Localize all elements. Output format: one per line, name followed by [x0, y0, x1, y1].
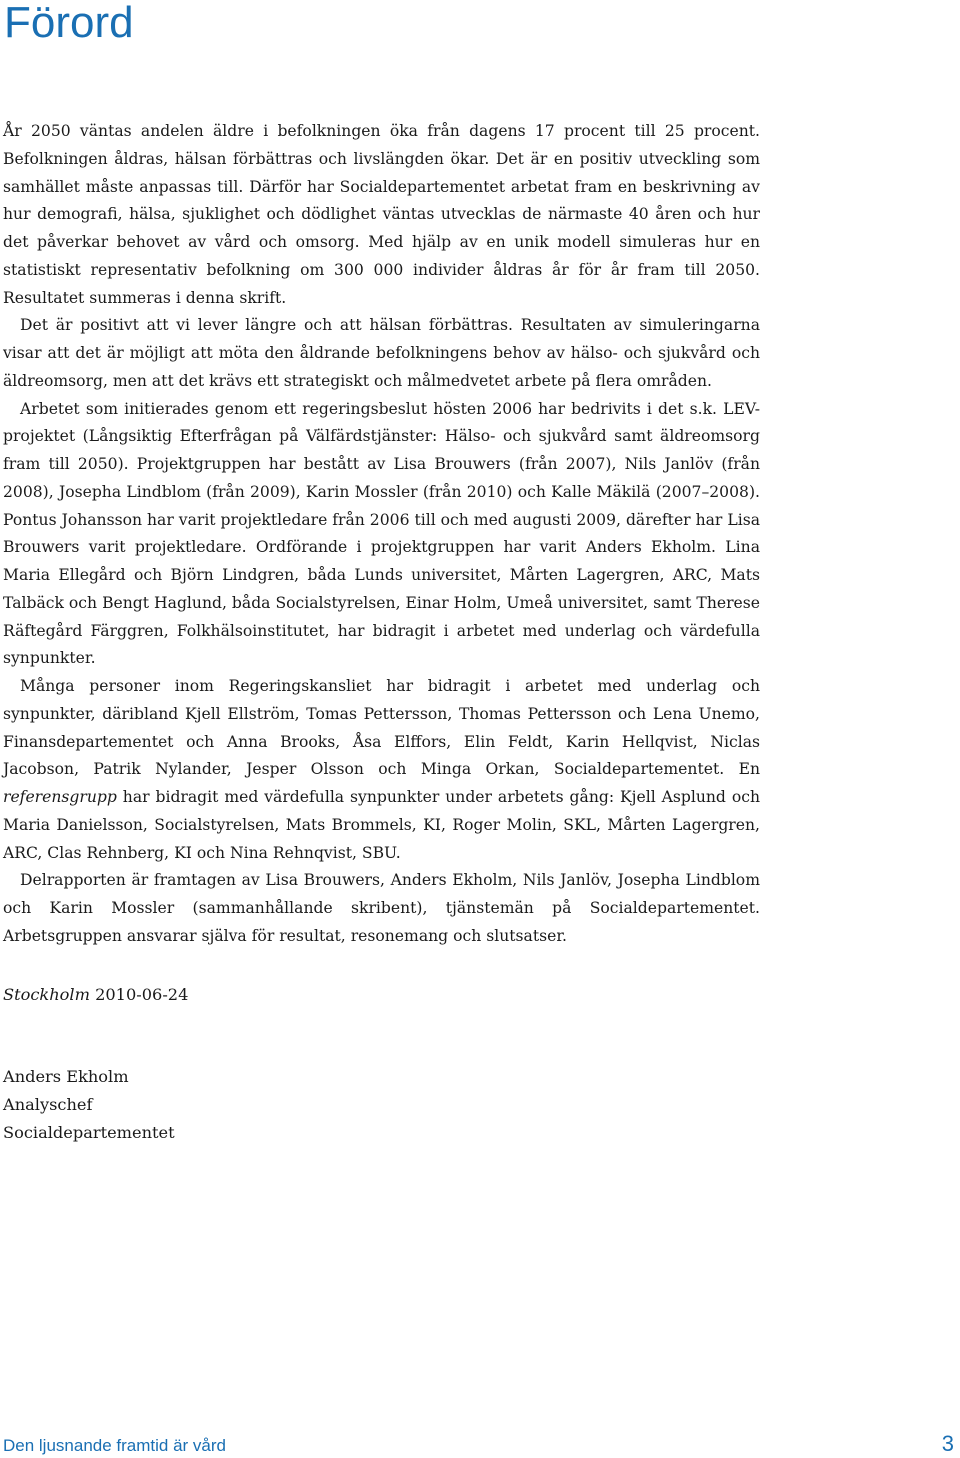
signature-role: Analyschef — [3, 1094, 93, 1114]
paragraph-text: Arbetet som initierades genom ett regeringsbeslut hösten 2006 har bedrivits i det s.k. LEV-projektet (Långsiktig Efterfrågan på Välfärdstjänster: Hälso- och sjukvård samt äldreomsorg fram till 2050). Projektgruppen har bestått av Lisa Brouwers (från 2007), Nils Janlöv (från 2008), Josepha Lindblom (från 2009), Karin Mossler (från 2010) och Kalle Mäkilä (2007–2008). Pontus Johansson har varit projektledare från 2006 till och med augusti 2009, därefter har Lisa Brouwers varit projektledare. Ordförande i projektgruppen har varit Anders Ekholm. Lina Maria Ellegård och Björn Lindgren, båda Lunds universitet, Mårten Lagergren, ARC, Mats Talbäck och Bengt Haglund, båda Socialstyrelsen, Einar Holm, Umeå universitet, samt Therese Räftegård Färggren, Folkhälsoinstitutet, har bidragit i arbetet med underlag och värdefulla synpunkter. — [3, 399, 760, 668]
body-text — [3, 118, 760, 951]
signature-department: Socialdepartementet — [3, 1122, 175, 1142]
signature-block — [3, 1063, 175, 1146]
paragraph-authors — [3, 867, 760, 950]
signature-name: Anders Ekholm — [3, 1067, 129, 1086]
paragraph-text: Delrapporten är framtagen av Lisa Brouwers, Anders Ekholm, Nils Janlöv, Josepha Lindblom och Karin Mossler (sammanhållande skribent), tjänstemän på Socialdepartementet. Arbetsgruppen ansvarar själva för resultat, resonemang och slutsatser. — [3, 871, 760, 945]
signature-place-date — [3, 981, 188, 1009]
page-number: 3 — [941, 1431, 954, 1456]
footer-title: Den ljusnande framtid är vård — [3, 1436, 227, 1455]
paragraph-positive — [3, 312, 760, 395]
paragraph-intro — [3, 118, 760, 312]
page-title: Förord — [4, 0, 134, 47]
emphasized-term: referensgrupp — [3, 788, 117, 806]
paragraph-text: Många personer inom Regeringskansliet har bidragit i arbetet med underlag och synpunkter, däribland Kjell Ellström, Tomas Pettersson, Thomas Pettersson och Lena Unemo, Finansdepartementet och Anna Brooks, Åsa Elffors, Elin Feldt, Karin Hellqvist, Niclas Jacobson, Patrik Nylander, Jesper Olsson och Minga Orkan, Socialdepartementet. En — [3, 677, 760, 779]
paragraph-text: Det är positivt att vi lever längre och att hälsan förbättras. Resultaten av simuleringarna visar att det är möjligt att möta den åldrande befolkningens behov av hälso- och sjukvård och äldreomsorg, men att det krävs ett strategiskt och målmedvetet arbete på flera områden. — [3, 316, 760, 390]
paragraph-contributors — [3, 673, 760, 867]
paragraph-text: har bidragit med värdefulla synpunkter under arbetets gång: Kjell Asplund och Maria Danielsson, Socialstyrelsen, Mats Brommels, KI, Roger Molin, SKL, Mårten Lagergren, ARC, Clas Rehnberg, KI och Nina Rehnqvist, SBU. — [3, 788, 760, 862]
paragraph-project — [3, 396, 760, 674]
signature-date: 2010-06-24 — [95, 985, 189, 1004]
paragraph-text: År 2050 väntas andelen äldre i befolkningen öka från dagens 17 procent till 25 procent. Befolkningen åldras, hälsan förbättras och livslängden ökar. Det är en positiv utveckling som samhället måste anpassas till. Därför har Socialdepartementet arbetat fram en beskrivning av hur demografi, hälsa, sjuklighet och dödlighet väntas utvecklas de närmaste 40 åren och hur det påverkar behovet av vård och omsorg. Med hjälp av en unik modell simuleras hur en statistiskt representativ befolkning om 300 000 individer åldras år för år fram till 2050. Resultatet summeras i denna skrift. — [3, 122, 760, 307]
signature-place: Stockholm — [3, 985, 90, 1004]
